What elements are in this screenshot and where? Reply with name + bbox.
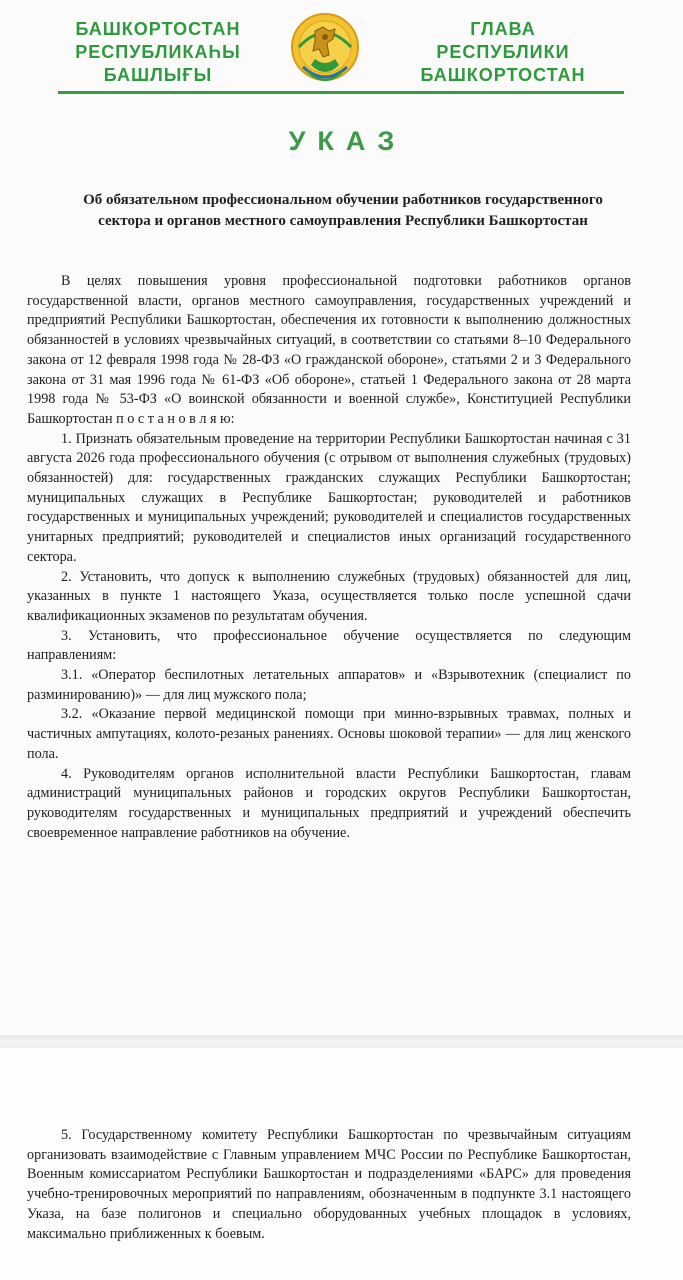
subclause-paragraph: 3.1. «Оператор беспилотных летательных аппаратов» и «Взрывотехник (специалист по разминированию)» — для лиц мужского пола;	[27, 667, 631, 703]
clause-paragraph: 5. Государственному комитету Республики Башкортостан по чрезвычайным ситуациям организовать взаимодействие с Главным управлением МЧС России по Республике Башкортостан, Военным комиссариатом Республики Башкортостан и подразделениями «БАРС» для проведения учебно-тренировочных мероприятий по направлениям, обозначенным в подпункте 3.1 настоящего Указа, на базе полигонов и специально оборудованных учебных площадок в условиях, максимально приближенных к боевым.	[27, 1127, 631, 1242]
header-left-bashkir	[58, 18, 258, 87]
clause-paragraph: 2. Установить, что допуск к выполнению служебных (трудовых) обязанностей для лиц, указанных в пункте 1 настоящего Указа, осуществляется только после успешной сдачи квалификационных экзаменов по результатам обучения.	[27, 568, 631, 624]
header-left-line: БАШЛЫҒЫ	[103, 65, 213, 85]
clause-paragraph: 1. Признать обязательным проведение на территории Республики Башкортостан начиная с 31 августа 2026 года профессионального обучения (с отрывом от выполнения служебных (трудовых) обязанностей) для: государственных гражданских служащих Республики Башкортостан; муниципальных служащих в Республике Башкортостан; руководителей и работников государственных и муниципальных учреждений; руководителей и специалистов государственных унитарных предприятий; руководителей и специалистов иных организаций государственного сектора.	[27, 430, 631, 565]
clause-paragraph: 4. Руководителям органов исполнительной власти Республики Башкортостан, главам администраций муниципальных районов и городских округов Республики Башкортостан, руководителям государственных и муниципальных предприятий и учреждений обеспечить своевременное направление работников на обучение.	[27, 765, 631, 841]
preamble-paragraph: В целях повышения уровня профессиональной подготовки работников органов государственной власти, органов местного самоуправления, государственных учреждений и предприятий Республики Башкортостан, обеспечения их готовности к выполнению должностных обязанностей в условиях чрезвычайных ситуаций, в соответствии со статьями 8–10 Федерального закона от 12 февраля 1998 года № 28-ФЗ «О гражданской обороне», статьями 2 и 3 Федерального закона от 31 мая 1996 года № 61-ФЗ «Об обороне», статьей 1 Федерального закона от 28 марта 1998 года № 53-ФЗ «О воинской обязанности и военной службе», Конституцией Республики Башкортостан п о с т а н о в л я ю:	[27, 273, 631, 427]
document-body-page-2	[27, 1126, 631, 1244]
document-type-heading: УКАЗ	[288, 126, 407, 156]
header-left-line: РЕСПУБЛИКАҺЫ	[75, 42, 241, 62]
header-right-line: БАШКОРТОСТАН	[420, 65, 586, 85]
bashkortostan-coat-of-arms-icon	[289, 9, 361, 89]
header-right-line: ГЛАВА	[470, 19, 536, 39]
header-left-line: БАШКОРТОСТАН	[75, 19, 241, 39]
header-divider	[58, 91, 624, 94]
header-right-line: РЕСПУБЛИКИ	[436, 42, 570, 62]
document-body	[27, 272, 631, 843]
subclause-paragraph: 3.2. «Оказание первой медицинской помощи при минно-взрывных травмах, полных и частичных ампутациях, колото-резаных ранениях. Основы шоковой терапии» — для лиц женского пола.	[27, 706, 631, 762]
clause-paragraph: 3. Установить, что профессиональное обучение осуществляется по следующим направлениям:	[27, 627, 631, 664]
document-title: Об обязательном профессиональном обучении работников государственного сектора и органов местного самоуправления Республики Башкортостан	[83, 192, 603, 229]
page-separator	[0, 1035, 683, 1048]
header-right-russian	[408, 18, 598, 87]
